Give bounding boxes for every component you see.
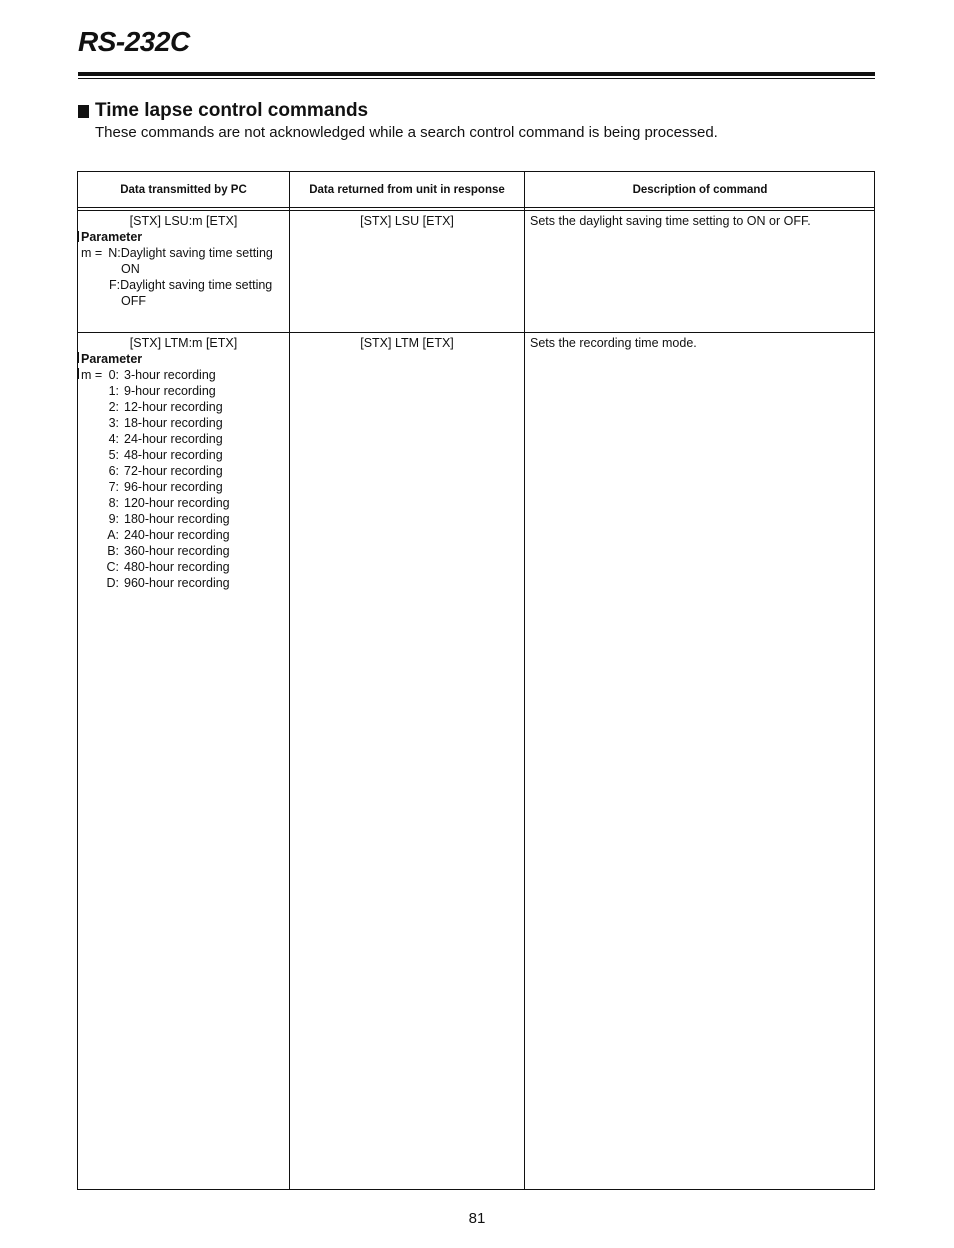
param-text: 12-hour recording	[124, 400, 223, 414]
param-item	[81, 431, 286, 447]
param-prefix: m =	[81, 368, 103, 382]
page-number: 81	[468, 1210, 486, 1227]
header-rule-thick	[78, 72, 875, 76]
param-text: 3-hour recording	[124, 368, 216, 382]
param-code: 4:	[108, 432, 119, 446]
margin-mark	[77, 231, 79, 242]
param-text: 9-hour recording	[124, 384, 216, 398]
section-intro: These commands are not acknowledged while a search control command is being processed.	[95, 124, 718, 141]
table-row-lsu-response: [STX] LSU [ETX]	[360, 214, 454, 228]
table-row-lsu-command-cell	[81, 213, 286, 309]
param-code: 8:	[108, 496, 119, 510]
param-item	[81, 479, 286, 495]
row-divider	[78, 332, 874, 333]
param-text: Daylight saving time setting	[120, 278, 273, 292]
column-header-transmitted: Data transmitted by PC	[120, 184, 247, 196]
parameter-label: Parameter	[81, 352, 143, 366]
param-code: B:	[107, 544, 119, 558]
param-text: 960-hour recording	[124, 576, 230, 590]
column-header-description: Description of command	[632, 184, 768, 196]
page-title: RS-232C	[78, 26, 190, 57]
param-item	[81, 527, 286, 543]
param-code: F:	[109, 278, 121, 292]
param-text: 18-hour recording	[124, 416, 223, 430]
param-text: 360-hour recording	[124, 544, 230, 558]
param-item	[81, 511, 286, 527]
column-divider	[289, 172, 290, 1189]
param-item	[81, 415, 286, 431]
param-code: N:	[108, 246, 121, 260]
param-code: 5:	[108, 448, 119, 462]
param-item	[81, 543, 286, 559]
table-row-ltm-description: Sets the recording time mode.	[530, 336, 697, 350]
param-text: 72-hour recording	[124, 464, 223, 478]
param-prefix: m =	[81, 246, 103, 260]
square-bullet-icon	[78, 105, 89, 118]
param-text: 48-hour recording	[124, 448, 223, 462]
table-row-ltm-response: [STX] LTM [ETX]	[360, 336, 454, 350]
param-code: D:	[106, 576, 119, 590]
margin-mark	[77, 368, 79, 379]
param-code: A:	[107, 528, 119, 542]
param-text: 24-hour recording	[124, 432, 223, 446]
param-line	[81, 277, 286, 293]
param-item	[81, 383, 286, 399]
param-item	[81, 575, 286, 591]
param-text: 96-hour recording	[124, 480, 223, 494]
table-row-lsu-description: Sets the daylight saving time setting to ON or OFF.	[530, 214, 811, 228]
param-item	[81, 367, 286, 383]
margin-mark	[77, 352, 79, 363]
section-heading-text: Time lapse control commands	[95, 100, 369, 121]
param-item	[81, 447, 286, 463]
param-line	[81, 261, 286, 277]
header-rule-thin	[78, 78, 875, 79]
param-code: 2:	[108, 400, 119, 414]
param-text: OFF	[121, 294, 146, 308]
param-code: 3:	[108, 416, 119, 430]
param-code: 7:	[108, 480, 119, 494]
param-line	[81, 245, 286, 261]
param-code: 0:	[108, 368, 119, 382]
column-divider	[524, 172, 525, 1189]
param-text: 240-hour recording	[124, 528, 230, 542]
param-text: Daylight saving time setting	[120, 246, 273, 260]
param-code: C:	[106, 560, 119, 574]
commands-table	[77, 171, 875, 1190]
param-item	[81, 463, 286, 479]
parameter-label: Parameter	[81, 230, 143, 244]
param-text: ON	[121, 262, 140, 276]
command-text: [STX] LTM:m [ETX]	[129, 336, 238, 350]
param-line	[81, 293, 286, 309]
param-text: 180-hour recording	[124, 512, 230, 526]
command-text: [STX] LSU:m [ETX]	[129, 214, 238, 228]
param-item	[81, 559, 286, 575]
param-item	[81, 399, 286, 415]
param-code: 6:	[108, 464, 119, 478]
param-code: 1:	[108, 384, 119, 398]
param-item	[81, 495, 286, 511]
param-text: 480-hour recording	[124, 560, 230, 574]
section-heading	[78, 100, 368, 122]
table-row-ltm-command-cell	[81, 335, 286, 591]
column-header-returned: Data returned from unit in response	[309, 184, 505, 196]
header-divider-double	[78, 210, 874, 211]
param-code: 9:	[108, 512, 119, 526]
param-text: 120-hour recording	[124, 496, 230, 510]
